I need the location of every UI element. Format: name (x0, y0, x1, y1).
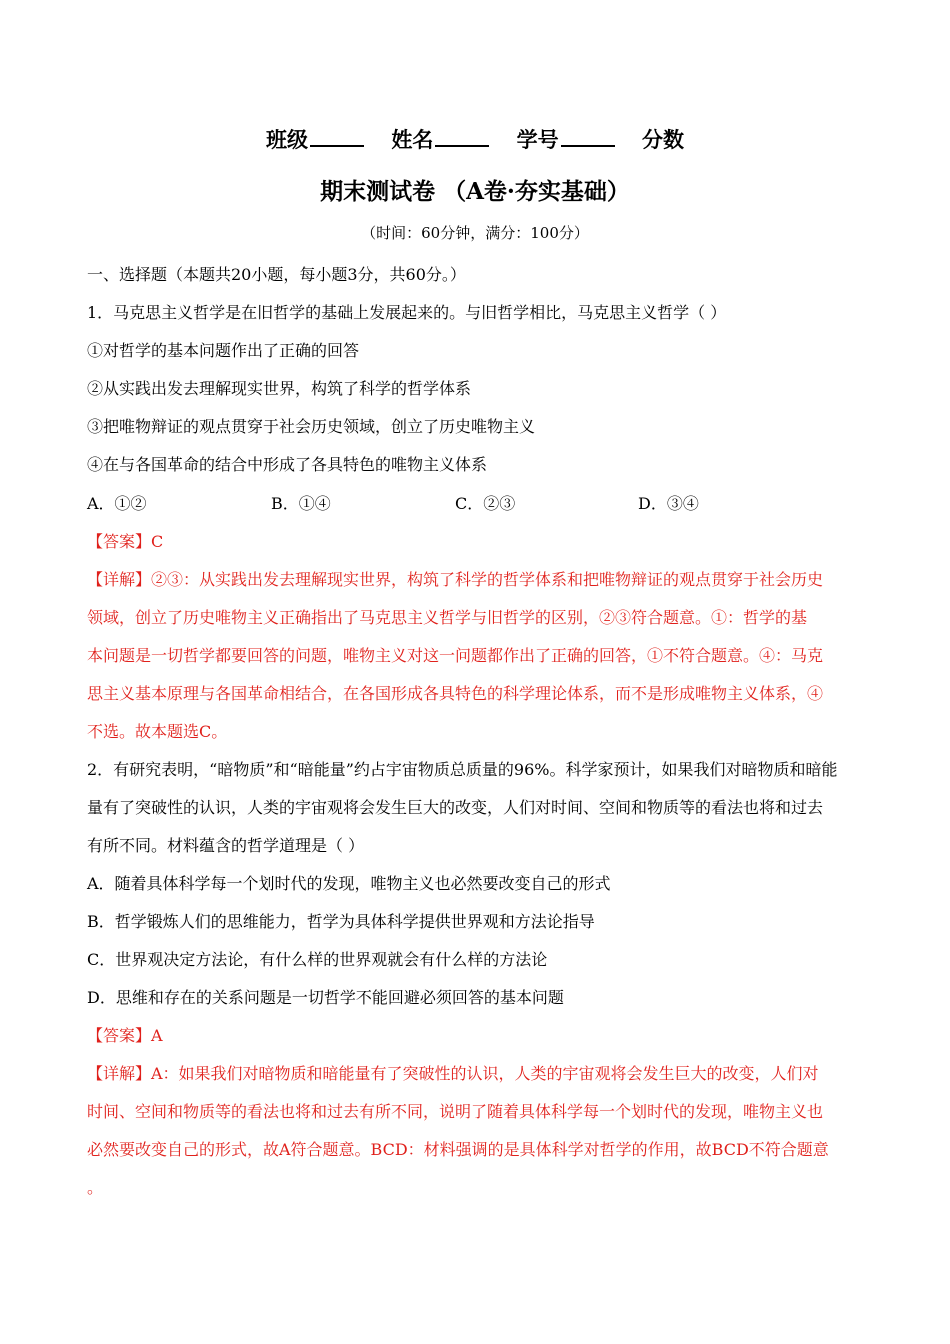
q1-item: ①对哲学的基本问题作出了正确的回答 (87, 341, 360, 360)
score-field (642, 124, 684, 154)
score-label: 分数 (641, 127, 684, 152)
q1-item: ②从实践出发去理解现实世界，构筑了科学的哲学体系 (87, 379, 472, 398)
q1-explanation-line: 【详解】②③：从实践出发去理解现实世界，构筑了科学的哲学体系和把唯物辩证的观点贯穿于社会历史 (87, 570, 824, 589)
q2-explanation-line: 时间、空间和物质等的看法也将和过去有所不同，说明了随着具体科学每一个划时代的发现，唯物主义也 (87, 1102, 824, 1121)
q2-stem-line: 量有了突破性的认识，人类的宇宙观将会发生巨大的改变，人们对时间、空间和物质等的看法也将和过去 (87, 798, 824, 817)
exam-title: 期末测试卷 （A卷·夯实基础） (320, 178, 630, 205)
student-info-header (0, 124, 950, 154)
q2-option-b: B．哲学锻炼人们的思维能力，哲学为具体科学提供世界观和方法论指导 (87, 912, 595, 931)
q2-stem-line: 有所不同。材料蕴含的哲学道理是（ ） (87, 836, 365, 855)
id-label: 学号 (516, 127, 559, 152)
q1-stem: 1．马克思主义哲学是在旧哲学的基础上发展起来的。与旧哲学相比，马克思主义哲学（ ） (87, 303, 727, 322)
q1-options (87, 491, 867, 513)
q2-explanation-line: 必然要改变自己的形式，故A符合题意。BCD：材料强调的是具体科学对哲学的作用，故BCD不符合题意 (87, 1140, 829, 1159)
q1-option-c: C．②③ (455, 494, 516, 513)
q2-stem-line: 2．有研究表明，“暗物质”和“暗能量”约占宇宙物质总质量的96%。科学家预计，如果我们对暗物质和暗能 (87, 760, 838, 779)
q1-explanation-line: 领域，创立了历史唯物主义正确指出了马克思主义哲学与旧哲学的区别，②③符合题意。①：哲学的基 (87, 608, 808, 627)
q1-option-d: D．③④ (638, 494, 699, 513)
q1-explanation-line: 本问题是一切哲学都要回答的问题，唯物主义对这一问题都作出了正确的回答，①不符合题意。④：马克 (87, 646, 824, 665)
name-blank (435, 126, 489, 147)
q2-answer: 【答案】A (87, 1026, 163, 1045)
q2-option-d: D．思维和存在的关系问题是一切哲学不能回避必须回答的基本问题 (87, 988, 564, 1007)
id-field (517, 124, 615, 154)
class-label: 班级 (266, 127, 309, 152)
q1-answer: 【答案】C (87, 532, 164, 551)
q2-option-c: C．世界观决定方法论，有什么样的世界观就会有什么样的方法论 (87, 950, 548, 969)
id-blank (561, 126, 615, 147)
name-label: 姓名 (391, 127, 434, 152)
section-heading: 一、选择题（本题共20小题，每小题3分，共60分。） (87, 265, 466, 284)
exam-subtitle: （时间：60分钟，满分：100分） (361, 224, 589, 242)
q1-item: ③把唯物辩证的观点贯穿于社会历史领域，创立了历史唯物主义 (87, 417, 536, 436)
q1-option-a: A．①② (87, 494, 147, 513)
q1-explanation-line: 不选。故本题选C。 (87, 722, 228, 741)
q2-option-a: A．随着具体科学每一个划时代的发现，唯物主义也必然要改变自己的形式 (87, 874, 611, 893)
name-field (391, 124, 489, 154)
q2-explanation-line: 【详解】A：如果我们对暗物质和暗能量有了突破性的认识，人类的宇宙观将会发生巨大的改变，人们对 (87, 1064, 819, 1083)
class-field (266, 124, 364, 154)
q1-option-b: B．①④ (271, 494, 331, 513)
q1-item: ④在与各国革命的结合中形成了各具特色的唯物主义体系 (87, 455, 488, 474)
q2-explanation-line: 。 (87, 1178, 104, 1197)
q1-explanation-line: 思主义基本原理与各国革命相结合，在各国形成各具特色的科学理论体系，而不是形成唯物主义体系，④ (87, 684, 824, 703)
class-blank (310, 126, 364, 147)
